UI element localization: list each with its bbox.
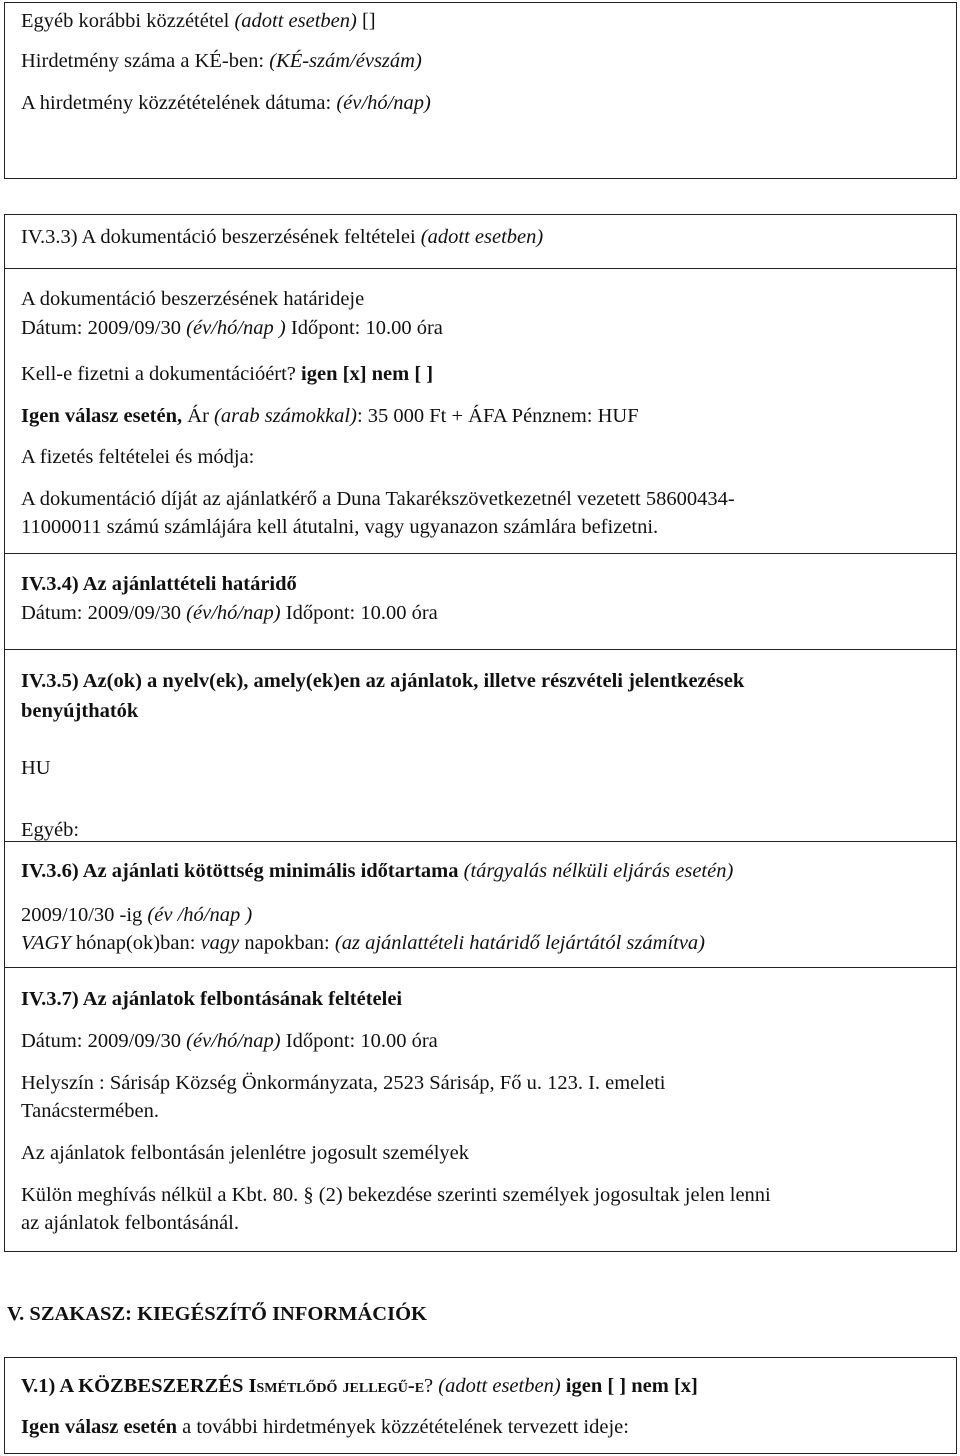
s433-terms-line1: A dokumentáció díját az ajánlatkérő a Duna Takarékszövetkezetnél vezetett 58600434-	[21, 488, 735, 510]
s436-or: VAGY	[21, 932, 71, 954]
s433-yes-label: Igen válasz esetén,	[21, 405, 183, 427]
s437-persons-line2: az ajánlatok felbontásánál.	[21, 1212, 239, 1234]
s433-time: Időpont: 10.00 óra	[290, 317, 443, 339]
s433-pay-line	[21, 362, 433, 386]
s437-persons-line1: Külön meghívás nélkül a Kbt. 80. § (2) bekezdése szerinti személyek jogosultak jelen lenni	[21, 1184, 771, 1206]
s436-alt-line	[21, 931, 705, 955]
prior-publication-label: Egyéb korábbi közzététel	[21, 10, 230, 32]
v1-note: (adott esetben)	[438, 1375, 561, 1397]
s435-language: HU	[21, 757, 51, 779]
s435-heading-text: IV.3.5) Az(ok) a nyelv(ek), amely(ek)en az ajánlatok, illetve részvételi jelentkezések	[21, 670, 745, 692]
s434-date: Dátum: 2009/09/30	[21, 602, 182, 624]
s433-price-note: (arab számokkal)	[214, 405, 357, 427]
s435-heading-line1	[21, 669, 744, 693]
v1-question-mark: ?	[424, 1375, 434, 1397]
v1-yes-line	[21, 1415, 629, 1439]
s436-heading	[21, 859, 733, 883]
section-v-title	[7, 1302, 427, 1326]
s433-date-format: (év/hó/nap )	[186, 317, 286, 339]
s436-date-line	[21, 903, 252, 927]
s437-date-line	[21, 1029, 438, 1053]
main-section-box	[4, 214, 957, 1252]
s433-price-line	[21, 404, 639, 428]
s434-heading-text: IV.3.4) Az ajánlattételi határidő	[21, 573, 297, 595]
s433-terms-line2: 11000011 számú számlájára kell átutalni, vagy ugyanazon számlára befizetni.	[21, 516, 659, 538]
v1-heading-prefix: V.1) A KÖZBESZERZÉS I	[21, 1375, 257, 1397]
s436-or-2: vagy	[200, 932, 240, 954]
s437-place-line2: Tanácstermében.	[21, 1100, 160, 1122]
section-v-title-text: V. SZAKASZ: KIEGÉSZÍTŐ INFORMÁCIÓK	[7, 1303, 427, 1325]
s434-date-line	[21, 601, 438, 625]
s433-pay-question: Kell-e fizetni a dokumentációért?	[21, 363, 296, 385]
s433-pay-answer: igen [x] nem [ ]	[301, 363, 434, 385]
s437-persons-label: Az ajánlatok felbontásán jelenlétre jogosult személyek	[21, 1142, 469, 1164]
s434-time: Időpont: 10.00 óra	[285, 602, 438, 624]
v1-box	[4, 1357, 957, 1454]
v1-answer: igen [ ] nem [x]	[565, 1375, 698, 1397]
v1-question-line	[21, 1374, 698, 1398]
notice-number-label: Hirdetmény száma a KÉ-ben:	[21, 50, 265, 72]
s433-deadline-label: A dokumentáció beszerzésének határideje	[21, 288, 365, 310]
s433-heading-note: (adott esetben)	[420, 226, 544, 248]
s433-date: Dátum: 2009/09/30	[21, 317, 182, 339]
s434-heading	[21, 572, 297, 596]
separator	[5, 553, 956, 554]
s433-price-label: Ár	[187, 405, 209, 427]
separator	[5, 649, 956, 650]
notice-number-format: (KÉ-szám/évszám)	[269, 50, 422, 72]
prior-publication-note: (adott esetben)	[234, 10, 357, 32]
s435-other: Egyéb:	[21, 819, 80, 841]
notice-date-line	[21, 91, 431, 115]
prior-publication-checkbox: []	[361, 10, 376, 32]
separator	[5, 841, 956, 842]
s435-heading-line2	[21, 699, 138, 723]
s436-date-format: (év /hó/nap )	[147, 904, 253, 926]
s437-time: Időpont: 10.00 óra	[285, 1030, 438, 1052]
s434-date-format: (év/hó/nap)	[186, 602, 281, 624]
s437-date: Dátum: 2009/09/30	[21, 1030, 182, 1052]
s433-heading	[21, 225, 543, 249]
s436-months: hónap(ok)ban:	[75, 932, 196, 954]
v1-heading-smallcaps: smétlődő jellegű-e	[256, 1375, 425, 1397]
separator	[5, 967, 956, 968]
s435-heading-text-2: benyújthatók	[21, 700, 139, 722]
s433-price-value: : 35 000 Ft + ÁFA Pénznem: HUF	[356, 405, 639, 427]
s437-place-line1: Helyszín : Sárisáp Község Önkormányzata, 2523 Sárisáp, Fő u. 123. I. emeleti	[21, 1072, 666, 1094]
prior-publication-box	[4, 2, 957, 179]
s437-date-format: (év/hó/nap)	[186, 1030, 281, 1052]
prior-publication-line	[21, 9, 376, 33]
s436-heading-note: (tárgyalás nélküli eljárás esetén)	[463, 860, 734, 882]
notice-date-format: (év/hó/nap)	[336, 92, 431, 114]
s433-terms-label: A fizetés feltételei és módja:	[21, 446, 255, 468]
s436-date: 2009/10/30 -ig	[21, 904, 143, 926]
v1-yes-label: Igen válasz esetén	[21, 1416, 178, 1438]
notice-number-line	[21, 49, 422, 73]
s433-heading-text: IV.3.3) A dokumentáció beszerzésének feltételei	[21, 226, 416, 248]
s436-days: napokban:	[244, 932, 330, 954]
s436-days-note: (az ajánlattételi határidő lejártától számítva)	[334, 932, 706, 954]
s437-heading-text: IV.3.7) Az ajánlatok felbontásának feltételei	[21, 988, 403, 1010]
separator	[5, 268, 956, 269]
v1-yes-text: a további hirdetmények közzétételének tervezett ideje:	[182, 1416, 629, 1438]
s436-heading-text: IV.3.6) Az ajánlati kötöttség minimális időtartama	[21, 860, 459, 882]
s437-heading	[21, 987, 402, 1011]
notice-date-label: A hirdetmény közzétételének dátuma:	[21, 92, 332, 114]
v1-heading	[21, 1375, 424, 1397]
s433-date-line	[21, 316, 443, 340]
